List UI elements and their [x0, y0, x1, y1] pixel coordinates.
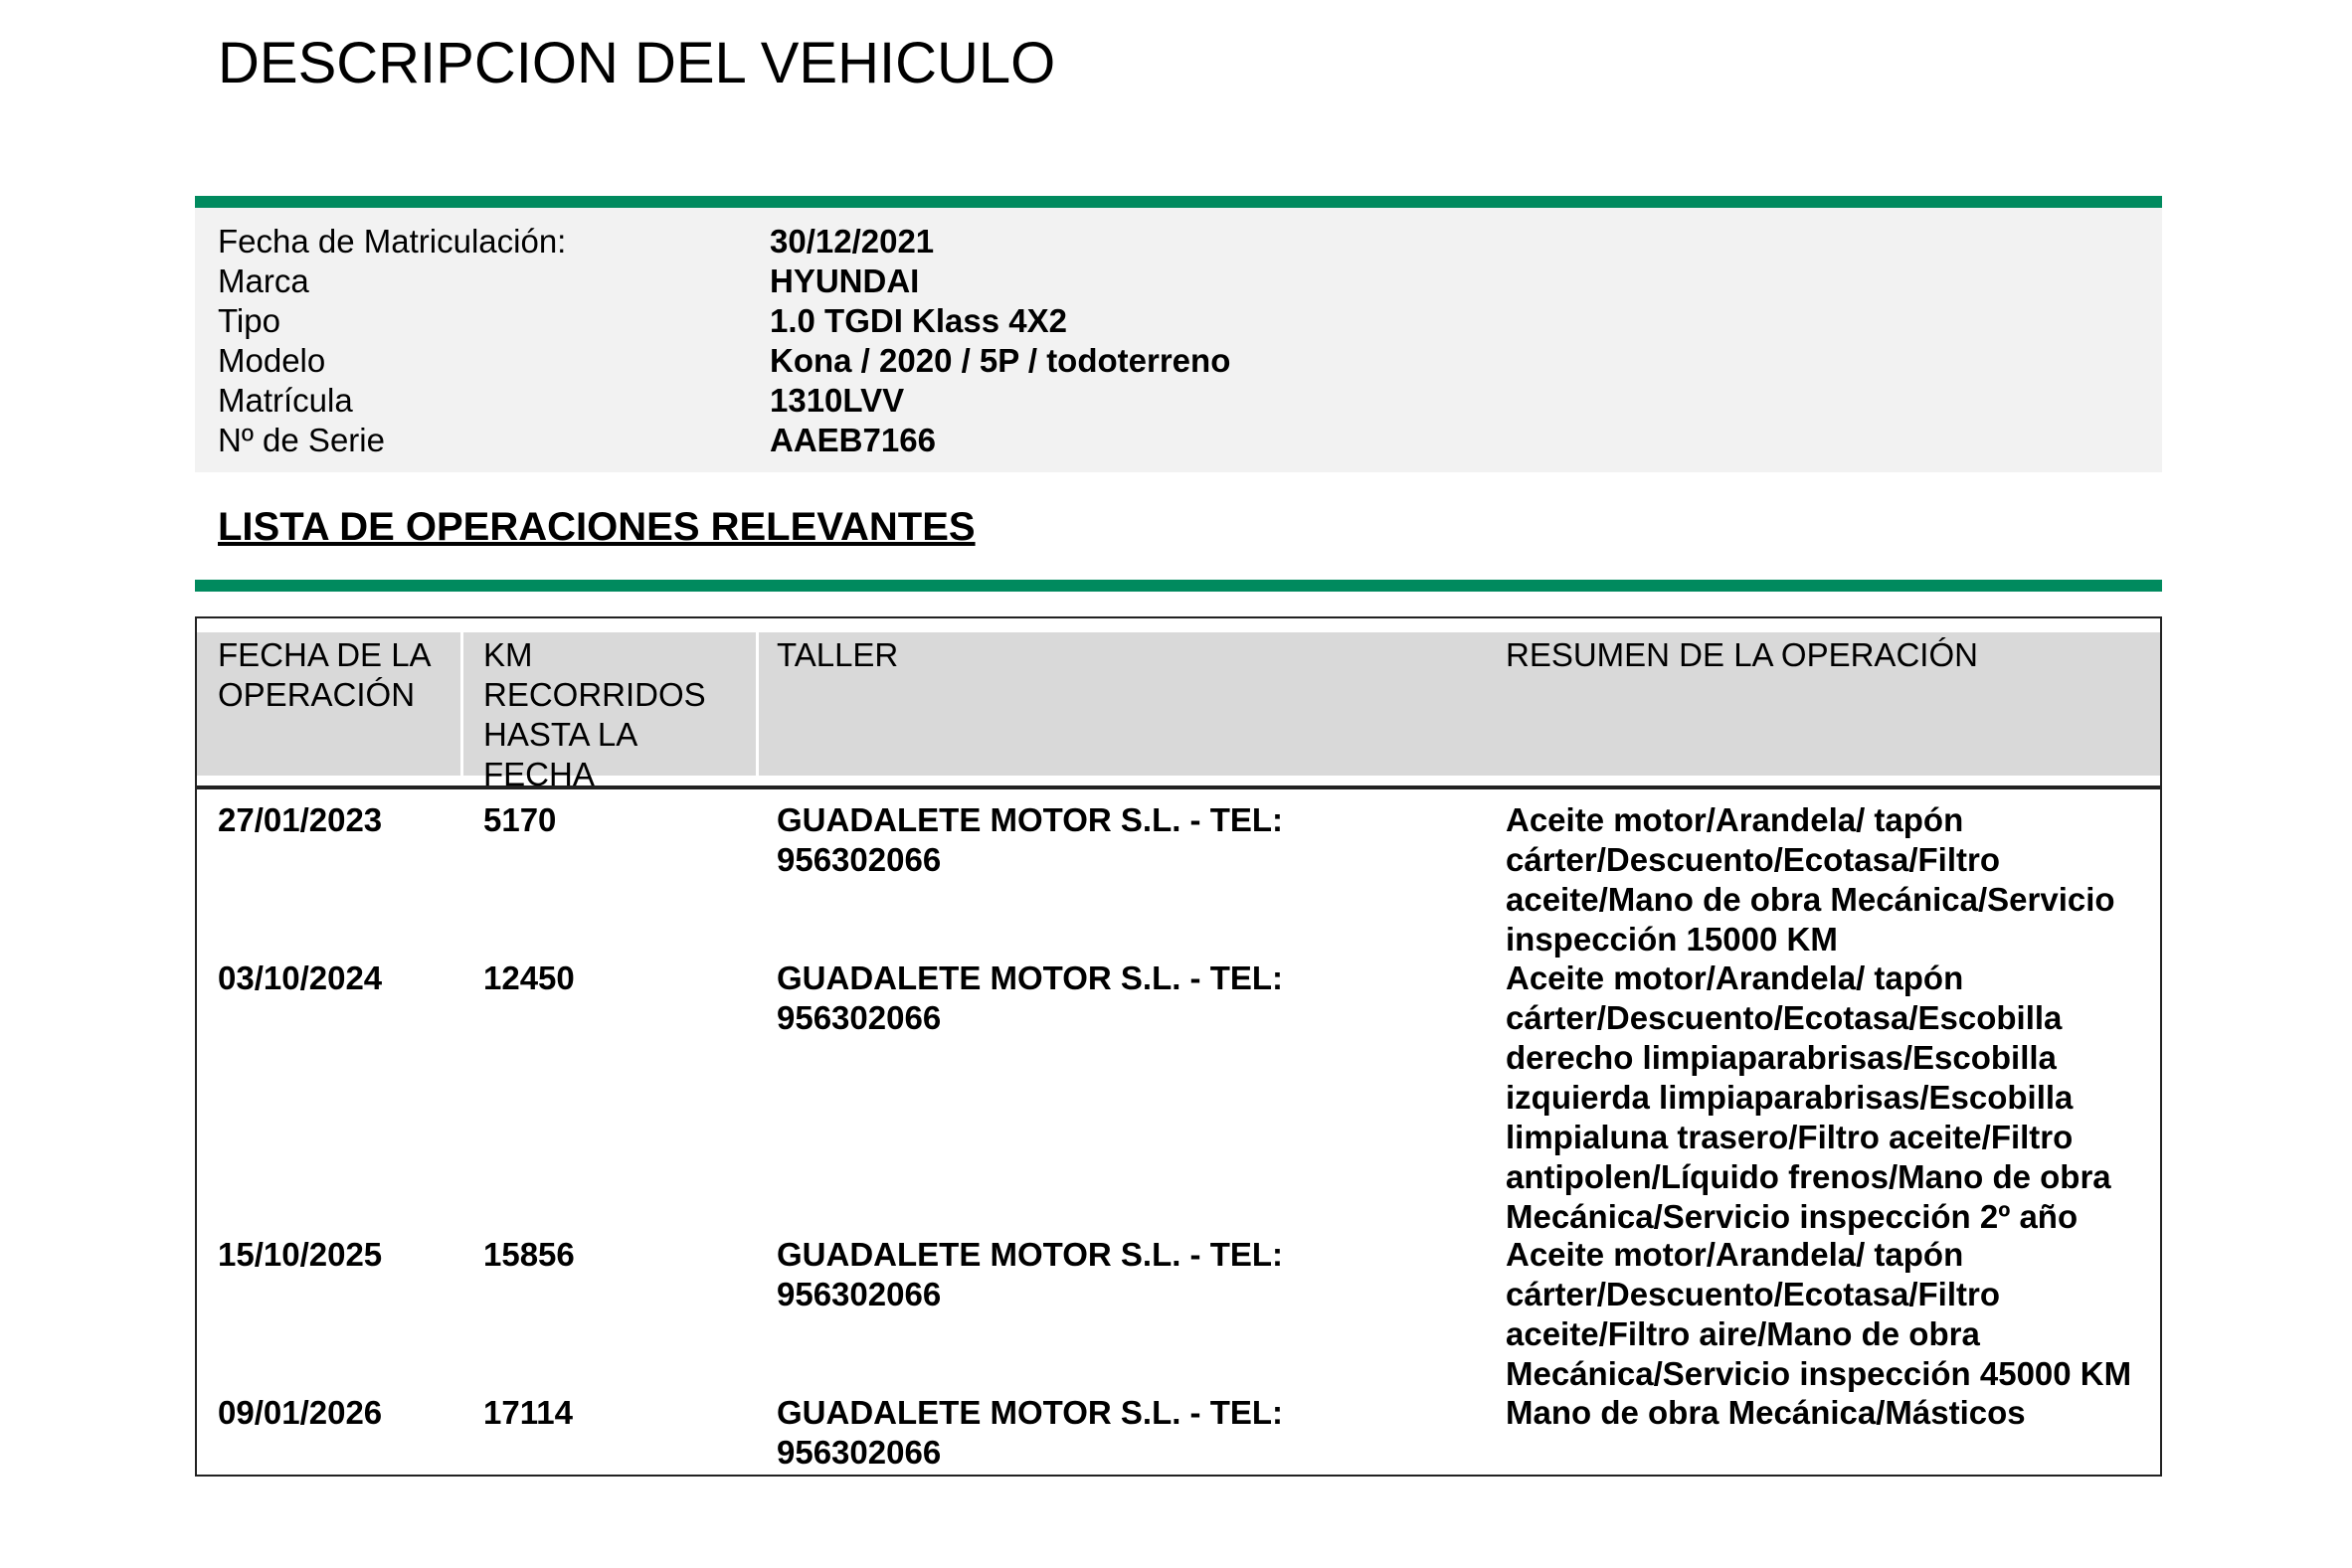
resumen-line: aceite/Mano de obra Mecánica/Servicio — [1506, 881, 2115, 918]
resumen-line: cárter/Descuento/Ecotasa/Filtro — [1506, 841, 2000, 878]
header-line: RESUMEN DE LA OPERACIÓN — [1506, 636, 1978, 673]
operations-table — [195, 616, 2162, 1477]
row-fecha: 15/10/2025 — [218, 1236, 383, 1273]
row-resumen — [1506, 800, 2162, 959]
row-resumen — [1506, 958, 2162, 1237]
taller-line: 956302066 — [777, 1434, 942, 1471]
row-fecha: 27/01/2023 — [218, 801, 383, 838]
page-title: DESCRIPCION DEL VEHICULO — [218, 31, 1056, 95]
resumen-line: limpialuna trasero/Filtro aceite/Filtro — [1506, 1119, 2074, 1155]
header-km — [483, 635, 706, 794]
resumen-line: izquierda limpiaparabrisas/Escobilla — [1506, 1079, 2074, 1116]
resumen-line: inspección 15000 KM — [1506, 921, 1838, 958]
taller-line: GUADALETE MOTOR S.L. - TEL: — [777, 801, 1284, 838]
vehicle-row-registration-date — [195, 222, 2162, 261]
vehicle-value: AAEB7166 — [770, 422, 936, 458]
vehicle-value: HYUNDAI — [770, 262, 920, 299]
row-taller — [777, 1393, 1473, 1473]
resumen-line: Aceite motor/Arandela/ tapón — [1506, 1236, 1964, 1273]
header-fecha — [218, 635, 432, 715]
row-taller — [777, 958, 1473, 1038]
operations-divider-bar — [195, 580, 2162, 592]
row-resumen — [1506, 1235, 2162, 1394]
header-line: FECHA DE LA — [218, 636, 432, 673]
resumen-line: Mano de obra Mecánica/Másticos — [1506, 1394, 2026, 1431]
row-resumen — [1506, 1393, 2162, 1433]
taller-line: 956302066 — [777, 841, 942, 878]
header-line: KM — [483, 636, 533, 673]
vehicle-value: Kona / 2020 / 5P / todoterreno — [770, 342, 1231, 379]
vehicle-row-serial — [195, 421, 2162, 460]
vehicle-value: 1310LVV — [770, 382, 905, 419]
taller-line: 956302066 — [777, 1276, 942, 1312]
header-line: OPERACIÓN — [218, 676, 416, 713]
row-taller — [777, 1235, 1473, 1314]
header-taller — [777, 635, 898, 675]
resumen-line: cárter/Descuento/Ecotasa/Escobilla — [1506, 999, 2063, 1036]
row-taller — [777, 800, 1473, 880]
taller-line: 956302066 — [777, 999, 942, 1036]
resumen-line: aceite/Filtro aire/Mano de obra — [1506, 1315, 1980, 1352]
taller-line: GUADALETE MOTOR S.L. - TEL: — [777, 1236, 1284, 1273]
vehicle-label: Nº de Serie — [218, 422, 385, 458]
resumen-line: antipolen/Líquido frenos/Mano de obra — [1506, 1158, 2111, 1195]
row-km: 12450 — [483, 959, 575, 996]
vehicle-value: 30/12/2021 — [770, 223, 935, 260]
header-line: RECORRIDOS — [483, 676, 706, 713]
taller-line: GUADALETE MOTOR S.L. - TEL: — [777, 959, 1284, 996]
row-km: 15856 — [483, 1236, 575, 1273]
resumen-line: cárter/Descuento/Ecotasa/Filtro — [1506, 1276, 2000, 1312]
vehicle-label: Matrícula — [218, 382, 353, 419]
vehicle-label: Tipo — [218, 302, 280, 339]
vehicle-row-plate — [195, 381, 2162, 421]
vehicle-row-model — [195, 341, 2162, 381]
row-km: 17114 — [483, 1394, 573, 1431]
resumen-line: Mecánica/Servicio inspección 45000 KM — [1506, 1355, 2132, 1392]
header-line: HASTA LA — [483, 716, 638, 753]
vehicle-label: Fecha de Matriculación: — [218, 223, 567, 260]
vehicle-label: Marca — [218, 262, 309, 299]
resumen-line: Aceite motor/Arandela/ tapón — [1506, 801, 1964, 838]
top-divider-bar — [195, 196, 2162, 208]
row-fecha: 03/10/2024 — [218, 959, 383, 996]
vehicle-info-panel — [195, 208, 2162, 472]
vehicle-row-type — [195, 301, 2162, 341]
resumen-line: Mecánica/Servicio inspección 2º año — [1506, 1198, 2079, 1235]
vehicle-label: Modelo — [218, 342, 326, 379]
row-km: 5170 — [483, 801, 557, 838]
taller-line: GUADALETE MOTOR S.L. - TEL: — [777, 1394, 1284, 1431]
header-line: TALLER — [777, 636, 899, 673]
vehicle-value: 1.0 TGDI Klass 4X2 — [770, 302, 1067, 339]
vehicle-row-brand — [195, 261, 2162, 301]
resumen-line: Aceite motor/Arandela/ tapón — [1506, 959, 1964, 996]
resumen-line: derecho limpiaparabrisas/Escobilla — [1506, 1039, 2057, 1076]
header-line: FECHA — [483, 756, 595, 792]
row-fecha: 09/01/2026 — [218, 1394, 383, 1431]
header-resumen — [1506, 635, 1978, 675]
operations-section-title: LISTA DE OPERACIONES RELEVANTES — [218, 505, 976, 549]
operations-table-header — [197, 618, 2160, 792]
